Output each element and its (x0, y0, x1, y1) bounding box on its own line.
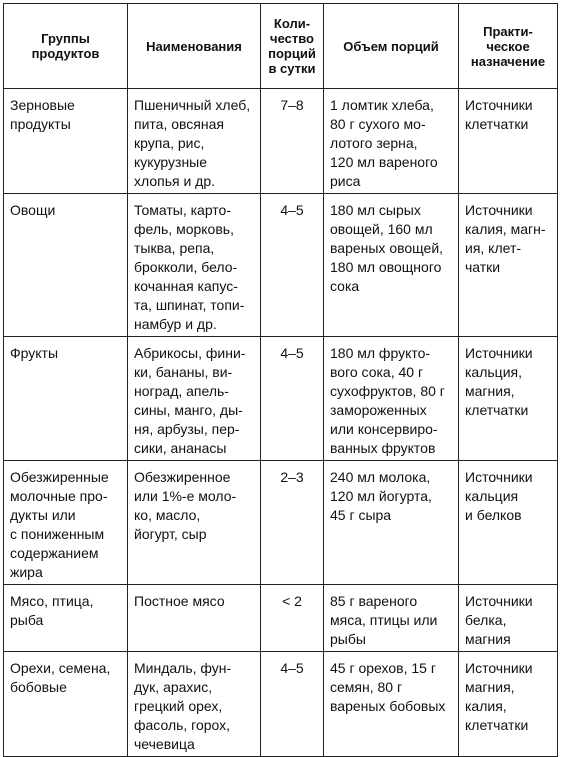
cell-names: Обезжиренное или 1%-е моло- ко, масло, йогурт, сыр (128, 461, 261, 585)
cell-purpose: Источники клетчатки (459, 89, 558, 194)
table-row (4, 337, 558, 461)
cell-purpose: Источники кальция и белков (459, 461, 558, 585)
cell-names: Томаты, карто- фель, морковь, тыква, репа, брокколи, бело- кочанная капус- та, шпинат, топи- намбур и др. (128, 194, 261, 337)
header-practical-purpose: Практи- ческое назначение (459, 4, 558, 89)
cell-count: 2–3 (261, 461, 324, 585)
header-row (4, 4, 558, 89)
cell-group: Орехи, семена, бобовые (4, 652, 128, 757)
cell-names: Абрикосы, фини- ки, бананы, ви- ноград, апель- сины, манго, ды- ня, арбузы, пер- сики, ананасы (128, 337, 261, 461)
header-servings-per-day: Коли- чество порций в сутки (261, 4, 324, 89)
food-groups-table (3, 3, 558, 757)
header-food-groups: Группы продуктов (4, 4, 128, 89)
cell-count: 4–5 (261, 337, 324, 461)
cell-names: Миндаль, фун- дук, арахис, грецкий орех, фасоль, горох, чечевица (128, 652, 261, 757)
cell-portion: 85 г вареного мяса, птицы или рыбы (324, 585, 459, 652)
cell-count: < 2 (261, 585, 324, 652)
cell-portion: 1 ломтик хлеба, 80 г сухого мо- лотого зерна, 120 мл вареного риса (324, 89, 459, 194)
cell-group: Зерновые продукты (4, 89, 128, 194)
table-row (4, 461, 558, 585)
cell-count: 7–8 (261, 89, 324, 194)
header-names: Наименования (128, 4, 261, 89)
cell-portion: 180 мл фрукто- вого сока, 40 г сухофруктов, 80 г замороженных или консервиро- ванных фруктов (324, 337, 459, 461)
cell-purpose: Источники магния, калия, клетчатки (459, 652, 558, 757)
cell-count: 4–5 (261, 194, 324, 337)
table-row (4, 585, 558, 652)
cell-portion: 180 мл сырых овощей, 160 мл вареных овощей, 180 мл овощного сока (324, 194, 459, 337)
cell-purpose: Источники кальция, магния, клетчатки (459, 337, 558, 461)
cell-group: Фрукты (4, 337, 128, 461)
header-portion-size: Объем порций (324, 4, 459, 89)
cell-portion: 45 г орехов, 15 г семян, 80 г вареных бобовых (324, 652, 459, 757)
cell-portion: 240 мл молока, 120 мл йогурта, 45 г сыра (324, 461, 459, 585)
cell-group: Овощи (4, 194, 128, 337)
cell-count: 4–5 (261, 652, 324, 757)
table-row (4, 194, 558, 337)
cell-purpose: Источники калия, магн- ия, клет- чатки (459, 194, 558, 337)
cell-group: Мясо, птица, рыба (4, 585, 128, 652)
cell-purpose: Источники белка, магния (459, 585, 558, 652)
table-row (4, 652, 558, 757)
cell-group: Обезжиренные молочные про- дукты или с пониженным содержанием жира (4, 461, 128, 585)
cell-names: Пшеничный хлеб, пита, овсяная крупа, рис, кукурузные хлопья и др. (128, 89, 261, 194)
table-row (4, 89, 558, 194)
cell-names: Постное мясо (128, 585, 261, 652)
